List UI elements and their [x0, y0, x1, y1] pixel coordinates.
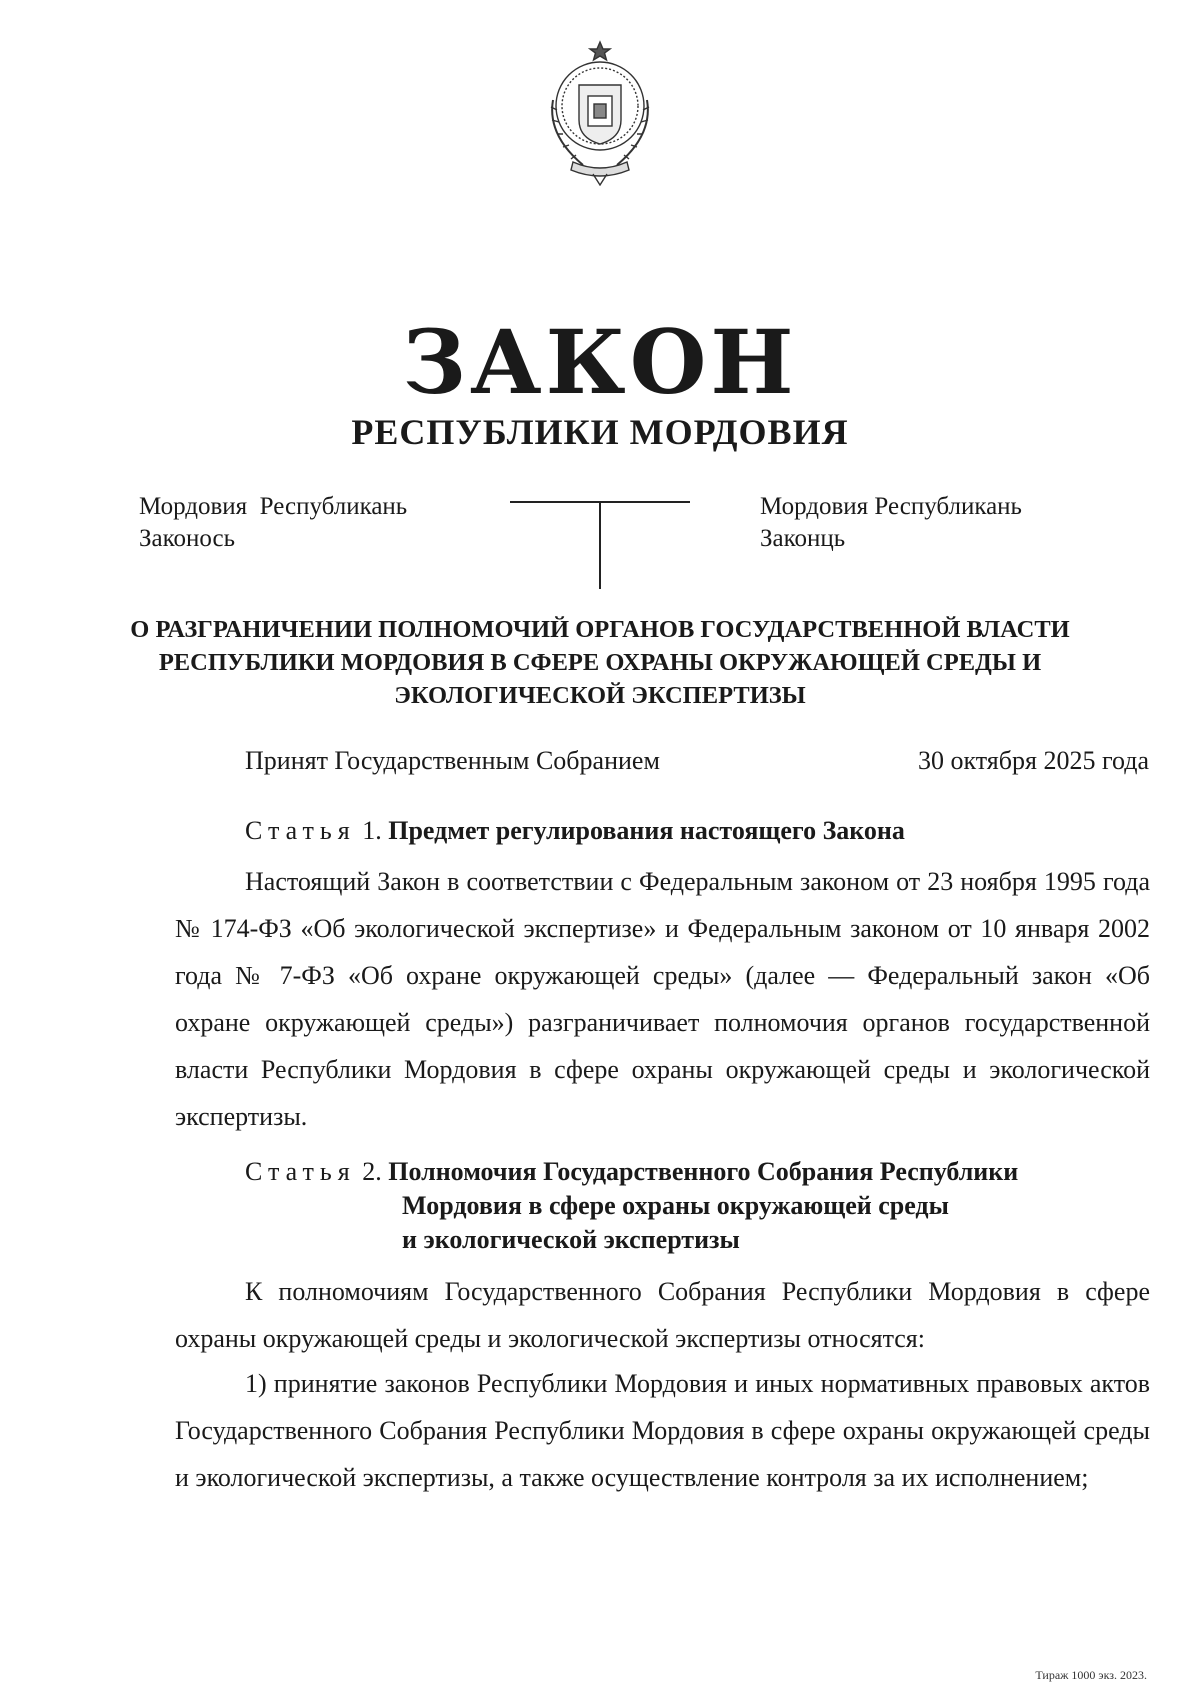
- law-title: ЗАКОН: [402, 310, 798, 414]
- adoption-label: Принят Государственным Собранием: [245, 746, 660, 775]
- print-run-note: Тираж 1000 экз. 2023.: [1035, 1668, 1147, 1682]
- article-title-line: Мордовия в сфере охраны окружающей среды: [402, 1191, 949, 1220]
- header-divider-vertical: [599, 501, 601, 589]
- coat-of-arms-emblem: [533, 40, 667, 186]
- article-title: Предмет регулирования настоящего Закона: [388, 816, 905, 845]
- left-header-line: Законось: [139, 525, 235, 552]
- law-subject-line: О РАЗГРАНИЧЕНИИ ПОЛНОМОЧИЙ ОРГАНОВ ГОСУДАРСТВЕННОЙ ВЛАСТИ: [130, 616, 1070, 643]
- law-subject-line: РЕСПУБЛИКИ МОРДОВИЯ В СФЕРЕ ОХРАНЫ ОКРУЖАЮЩЕЙ СРЕДЫ И: [158, 649, 1042, 676]
- left-header-line: Мордовия Республикань: [139, 493, 408, 520]
- article-word: Статья: [245, 816, 356, 845]
- article-word: Статья: [245, 1157, 356, 1186]
- article-2-heading: [245, 1155, 1018, 1189]
- law-subject-heading: [120, 613, 1080, 712]
- article-1-paragraph: Настоящий Закон в соответствии с Федеральным законом от 23 ноября 1995 года № 174-ФЗ «Об экологической экспертизе» и Федеральным законом от 10 января 2002 года № 7-ФЗ «Об охране окружающей среды» (далее — Федеральный закон «Об охране окружающей среды») разграничивает полномочия органов государственной власти Республики Мордовия в сфере охраны окружающей среды и экологической экспертизы.: [175, 867, 1150, 1131]
- article-number: 2.: [362, 1157, 382, 1186]
- law-subtitle: РЕСПУБЛИКИ МОРДОВИЯ: [351, 412, 849, 452]
- article-title-line: и экологической экспертизы: [402, 1225, 740, 1254]
- article-1-heading: [245, 814, 905, 848]
- right-header-line: Мордовия Республикань: [760, 493, 1022, 520]
- article-number: 1.: [362, 816, 382, 845]
- law-subject-line: ЭКОЛОГИЧЕСКОЙ ЭКСПЕРТИЗЫ: [394, 682, 806, 709]
- article-2-list-item: 1) принятие законов Республики Мордовия и иных нормативных правовых актов Государственного Собрания Республики Мордовия в сфере охраны окружающей среды и экологической экспертизы, а также осуществление контроля за их исполнением;: [175, 1369, 1150, 1492]
- right-header-line: Законць: [760, 525, 846, 552]
- article-title: Полномочия Государственного Собрания Республики: [388, 1157, 1019, 1186]
- right-header: [760, 491, 1022, 555]
- adoption-date: 30 октября 2025 года: [918, 746, 1149, 775]
- left-header: [139, 491, 407, 555]
- article-2-paragraph: К полномочиям Государственного Собрания Республики Мордовия в сфере охраны окружающей среды и экологической экспертизы относятся:: [175, 1277, 1150, 1353]
